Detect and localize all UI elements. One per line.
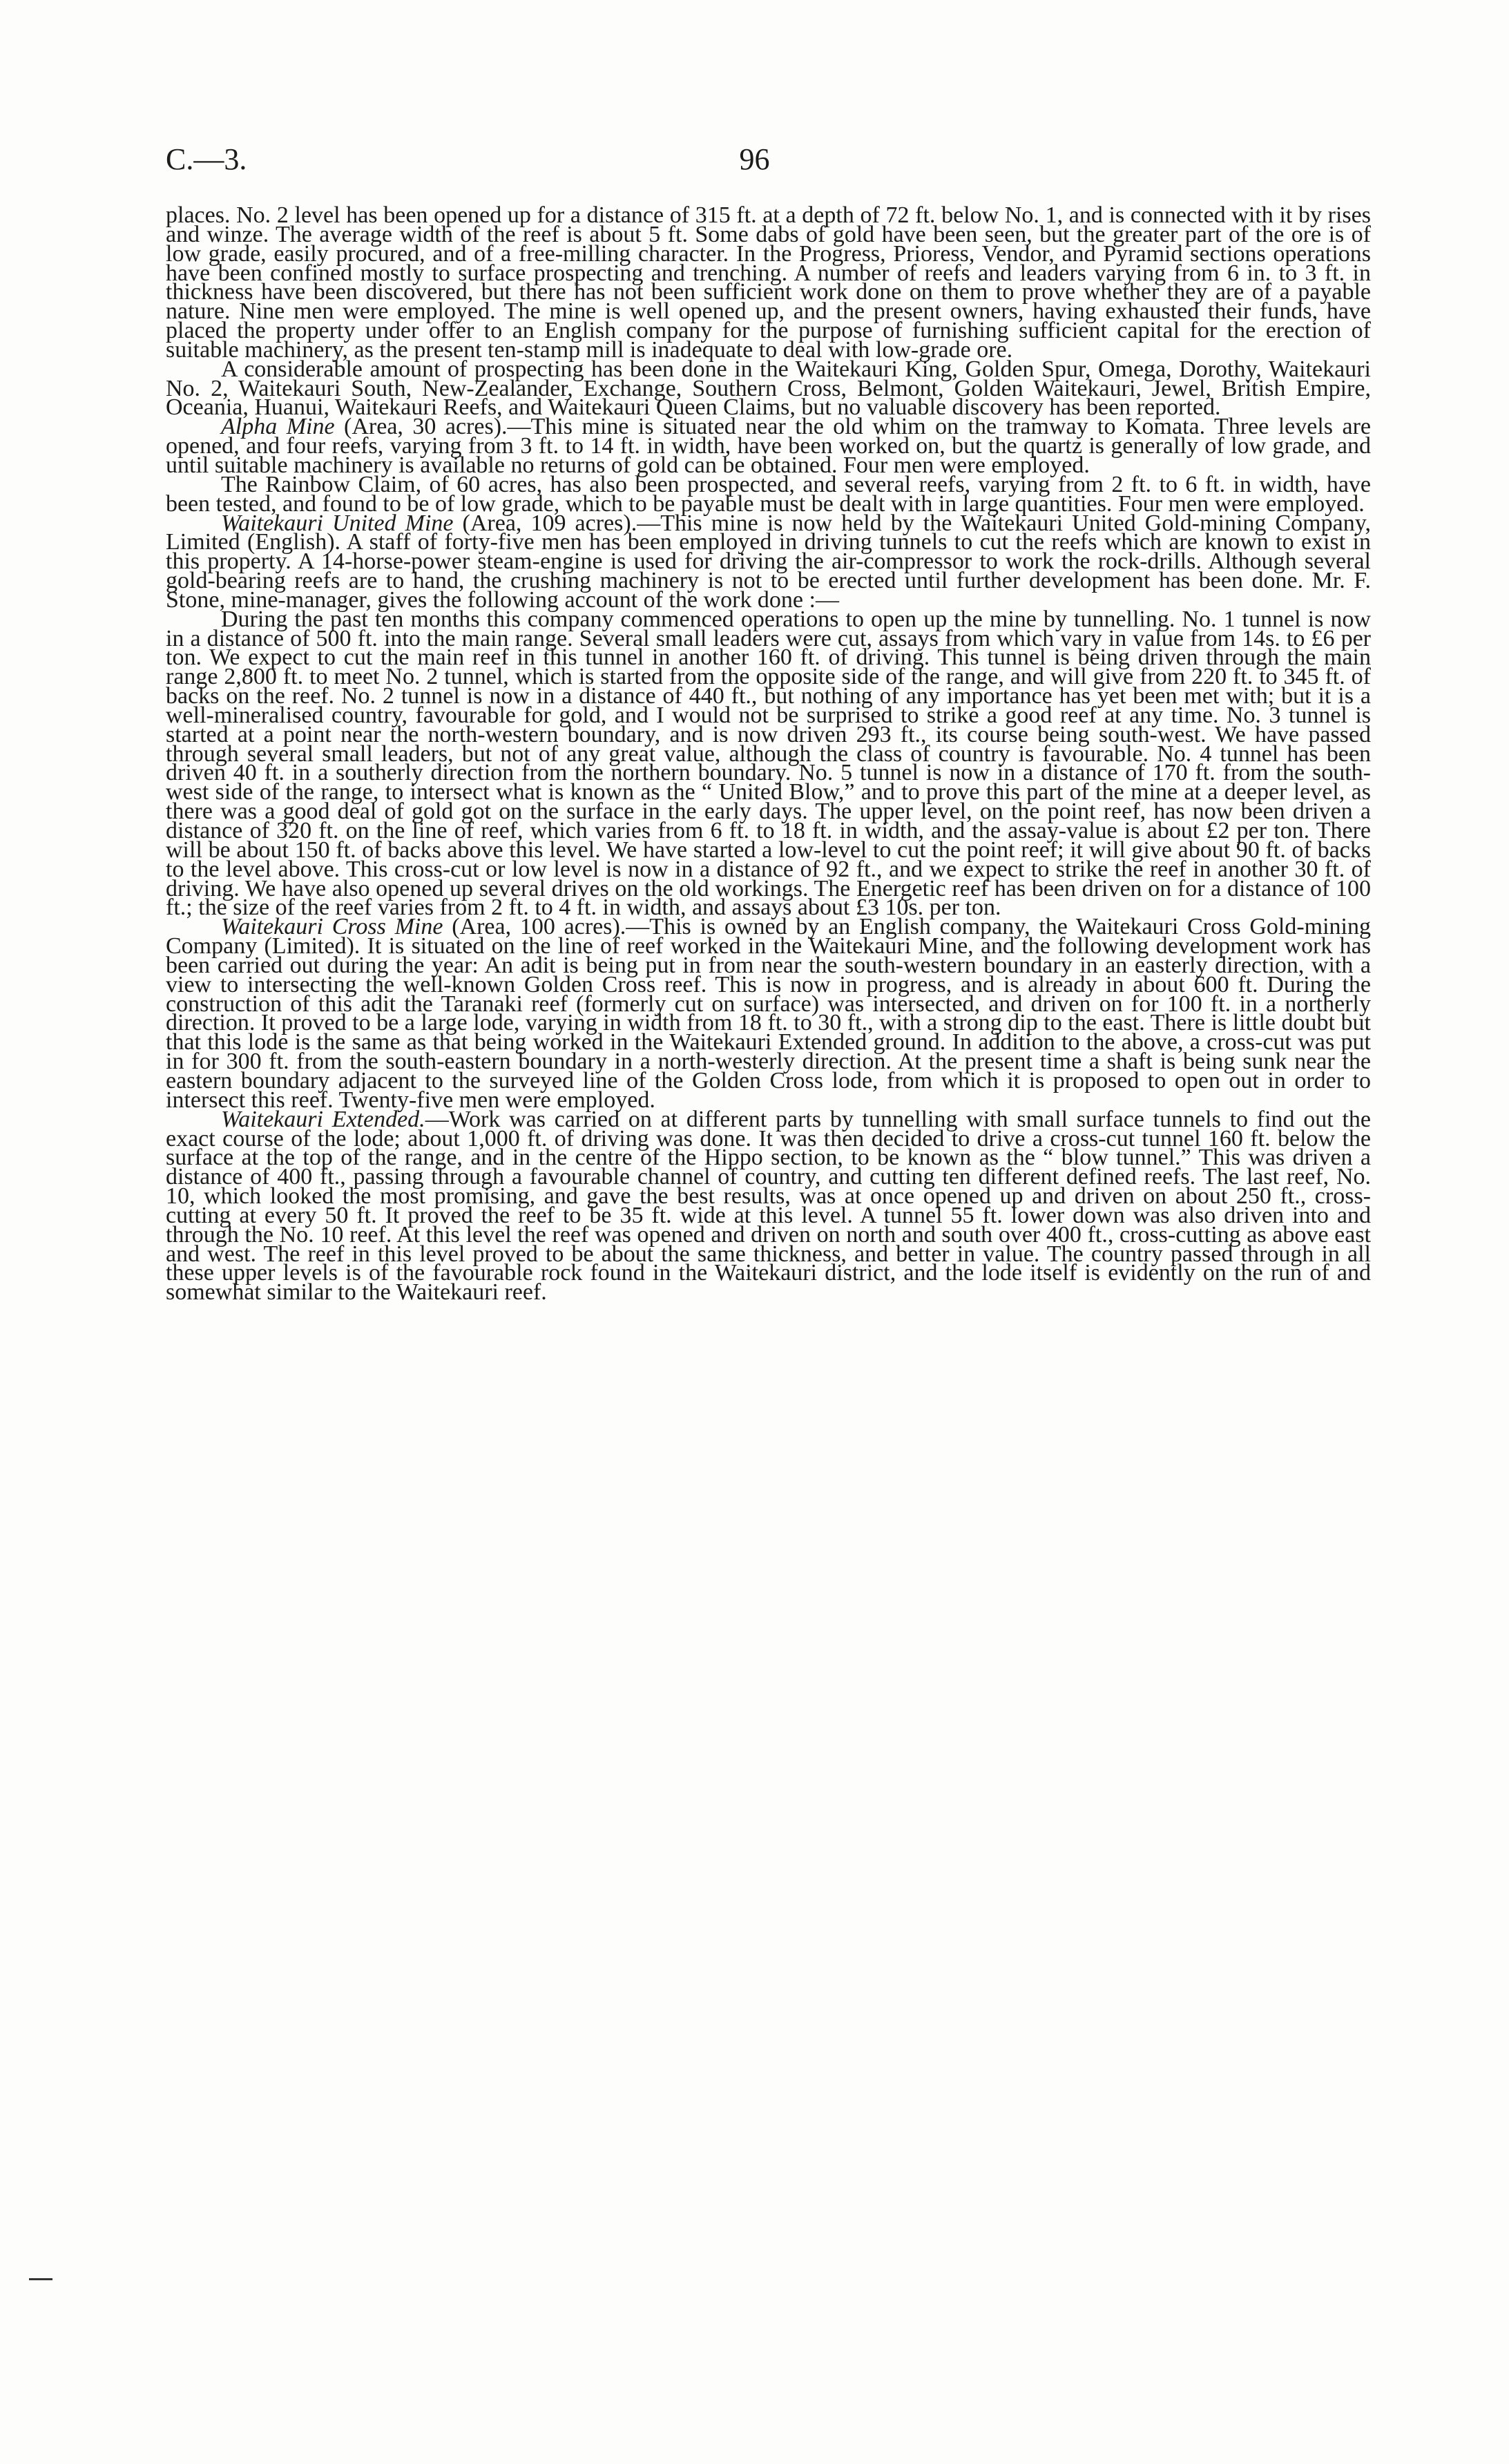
paragraph-rainbow-claim xyxy=(166,471,1371,517)
mine-heading: Waitekauri United Mine xyxy=(221,510,454,536)
paragraph-waitekauri-united xyxy=(166,510,1371,613)
paragraph-manager-account xyxy=(166,606,1371,921)
margin-mark xyxy=(29,2278,52,2280)
paragraph-places xyxy=(166,202,1371,363)
mine-heading: Waitekauri Extended. xyxy=(221,1106,425,1132)
paragraph-prospecting-claims xyxy=(166,356,1371,421)
body-text xyxy=(166,202,1371,1306)
page-header xyxy=(166,142,1343,183)
paragraph-text: A considerable amount of prospecting has been done in the Waitekauri King, Golden Spur, Omega, Dorothy, Waitekauri No. 2, Waitekauri South, New-Zealander, Exchange, Southern Cross, Belmont, Golden Waitekauri, Jewel, British Empire, Oceania, Huanui, Waitekauri Reefs, and Waitekauri Queen Claims, but no valuable discovery has been reported. xyxy=(166,356,1371,421)
paragraph-text: places. No. 2 level has been opened up for a distance of 315 ft. at a depth of 72 ft. below No. 1, and is connected with it by rises and winze. The average width of the reef is about 5 ft. Some dabs of gold have been seen, but the greater part of the ore is of low grade, easily procured, and of a free-milling character. In the Progress, Prioress, Vendor, and Pyramid sections operations have been confined mostly to surface prospecting and trenching. A number of reefs and leaders varying from 6 in. to 3 ft. in thickness have been discovered, but there has not been sufficient work done on them to prove whether they are of a payable nature. Nine men were employed. The mine is well opened up, and the present owners, having exhausted their funds, have placed the property under offer to an English company for the purpose of furnishing sufficient capital for the erection of suitable machinery, as the present ten-stamp mill is inadequate to deal with low-grade ore. xyxy=(166,202,1371,363)
mine-heading: Alpha Mine xyxy=(221,414,335,440)
document-code: C.—3. xyxy=(166,142,247,176)
paragraph-alpha-mine xyxy=(166,414,1371,478)
mine-heading: Waitekauri Cross Mine xyxy=(221,914,443,940)
paragraph-text: (Area, 100 acres).—This is owned by an English company, the Waitekauri Cross Gold-mining Company (Limited). It is situated on the line of reef worked in the Waitekauri Mine, and the following development work has been carried out during the year: An adit is being put in from near the south-western boundary in an easterly direction, with a view to intersecting the well-known Golden Cross reef. This is now in progress, and is already in about 600 ft. During the construction of this adit the Taranaki reef (formerly cut on surface) was intersected, and driven on for 100 ft. in a northerly direction. It proved to be a large lode, varying in width from 18 ft. to 30 ft., with a strong dip to the east. There is little doubt but that this lode is the same as that being worked in the Waitekauri Extended ground. In addition to the above, a cross-cut was put in for 300 ft. from the south-eastern boundary in a north-westerly direction. At the present time a shaft is being sunk near the eastern boundary adjacent to the surveyed line of the Golden Cross lode, from which it is proposed to open out in order to intersect this reef. Twenty-five men were employed. xyxy=(166,914,1371,1113)
paragraph-text: (Area, 109 acres).—This mine is now held by the Waitekauri United Gold-mining Company, Limited (English). A staff of forty-five men has been employed in driving tunnels to cut the reefs which are known to exist in this property. A 14-horse-power steam-engine is used for driving the air-compressor to work the rock-drills. Although several gold-bearing reefs are to hand, the crushing machinery is not to be erected until further development has been done. Mr. F. Stone, mine-manager, gives the following account of the work done :— xyxy=(166,510,1371,613)
paragraph-text: —Work was carried on at different parts by tunnelling with small surface tunnels to find out the exact course of the lode; about 1,000 ft. of driving was done. It was then decided to drive a cross-cut tunnel 160 ft. below the surface at the top of the range, and in the centre of the Hippo section, to be known as the “ blow tunnel.” This was driven a distance of 400 ft., passing through a favourable channel of country, and cutting ten different defined reefs. The last reef, No. 10, which looked the most promising, and gave the best results, was at once opened up and driven on about 250 ft., cross-cutting at every 50 ft. It proved the reef to be 35 ft. wide at this level. A tunnel 55 ft. lower down was also driven into and through the No. 10 reef. At this level the reef was opened and driven on north and south over 400 ft., cross-cutting as above east and west. The reef in this level proved to be about the same thickness, and better in value. The country passed through in all these upper levels is of the favourable rock found in the Waitekauri district, and the lode itself is evidently on the run of and somewhat similar to the Waitekauri reef. xyxy=(166,1106,1371,1306)
page-number: 96 xyxy=(739,142,770,176)
paragraph-text: The Rainbow Claim, of 60 acres, has also been prospected, and several reefs, varying from 2 ft. to 6 ft. in width, have been tested, and found to be of low grade, which to be payable must be dealt with in large quantities. Four men were employed. xyxy=(166,471,1371,517)
paragraph-waitekauri-extended xyxy=(166,1106,1371,1306)
paragraph-text: During the past ten months this company commenced operations to open up the mine by tunnelling. No. 1 tunnel is now in a distance of 500 ft. into the main range. Several small leaders were cut, assays from which vary in value from 14s. to £6 per ton. We expect to cut the main reef in this tunnel in another 160 ft. of driving. This tunnel is being driven through the main range 2,800 ft. to meet No. 2 tunnel, which is started from the opposite side of the range, and will give from 220 ft. to 345 ft. of backs on the reef. No. 2 tunnel is now in a distance of 440 ft., but nothing of any importance has yet been met with; but it is a well-mineralised country, favourable for gold, and I would not be surprised to strike a good reef at any time. No. 3 tunnel is started at a point near the north-western boundary, and is now driven 293 ft., its course being south-west. We have passed through several small leaders, but not of any great value, although the class of country is favourable. No. 4 tunnel has been driven 40 ft. in a southerly direction from the northern boundary. No. 5 tunnel is now in a distance of 170 ft. from the south-west side of the range, to intersect what is known as the “ United Blow,” and to prove this part of the mine at a deeper level, as there was a good deal of gold got on the surface in the early days. The upper level, on the point reef, has now been driven a distance of 320 ft. on the line of reef, which varies from 6 ft. to 18 ft. in width, and the assay-value is about £2 per ton. There will be about 150 ft. of backs above this level. We have started a low-level to cut the point reef; it will give about 90 ft. of backs to the level above. This cross-cut or low level is now in a distance of 92 ft., and we expect to strike the reef in another 30 ft. of driving. We have also opened up several drives on the old workings. The Energetic reef has been driven on for a distance of 100 ft.; the size of the reef varies from 2 ft. to 4 ft. in width, and assays about £3 10s. per ton. xyxy=(166,606,1371,921)
paragraph-text: (Area, 30 acres).—This mine is situated near the old whim on the tramway to Komata. Three levels are opened, and four reefs, varying from 3 ft. to 14 ft. in width, have been worked on, but the quartz is generally of low grade, and until suitable machinery is available no returns of gold can be obtained. Four men were employed. xyxy=(166,414,1371,478)
paragraph-waitekauri-cross xyxy=(166,914,1371,1113)
